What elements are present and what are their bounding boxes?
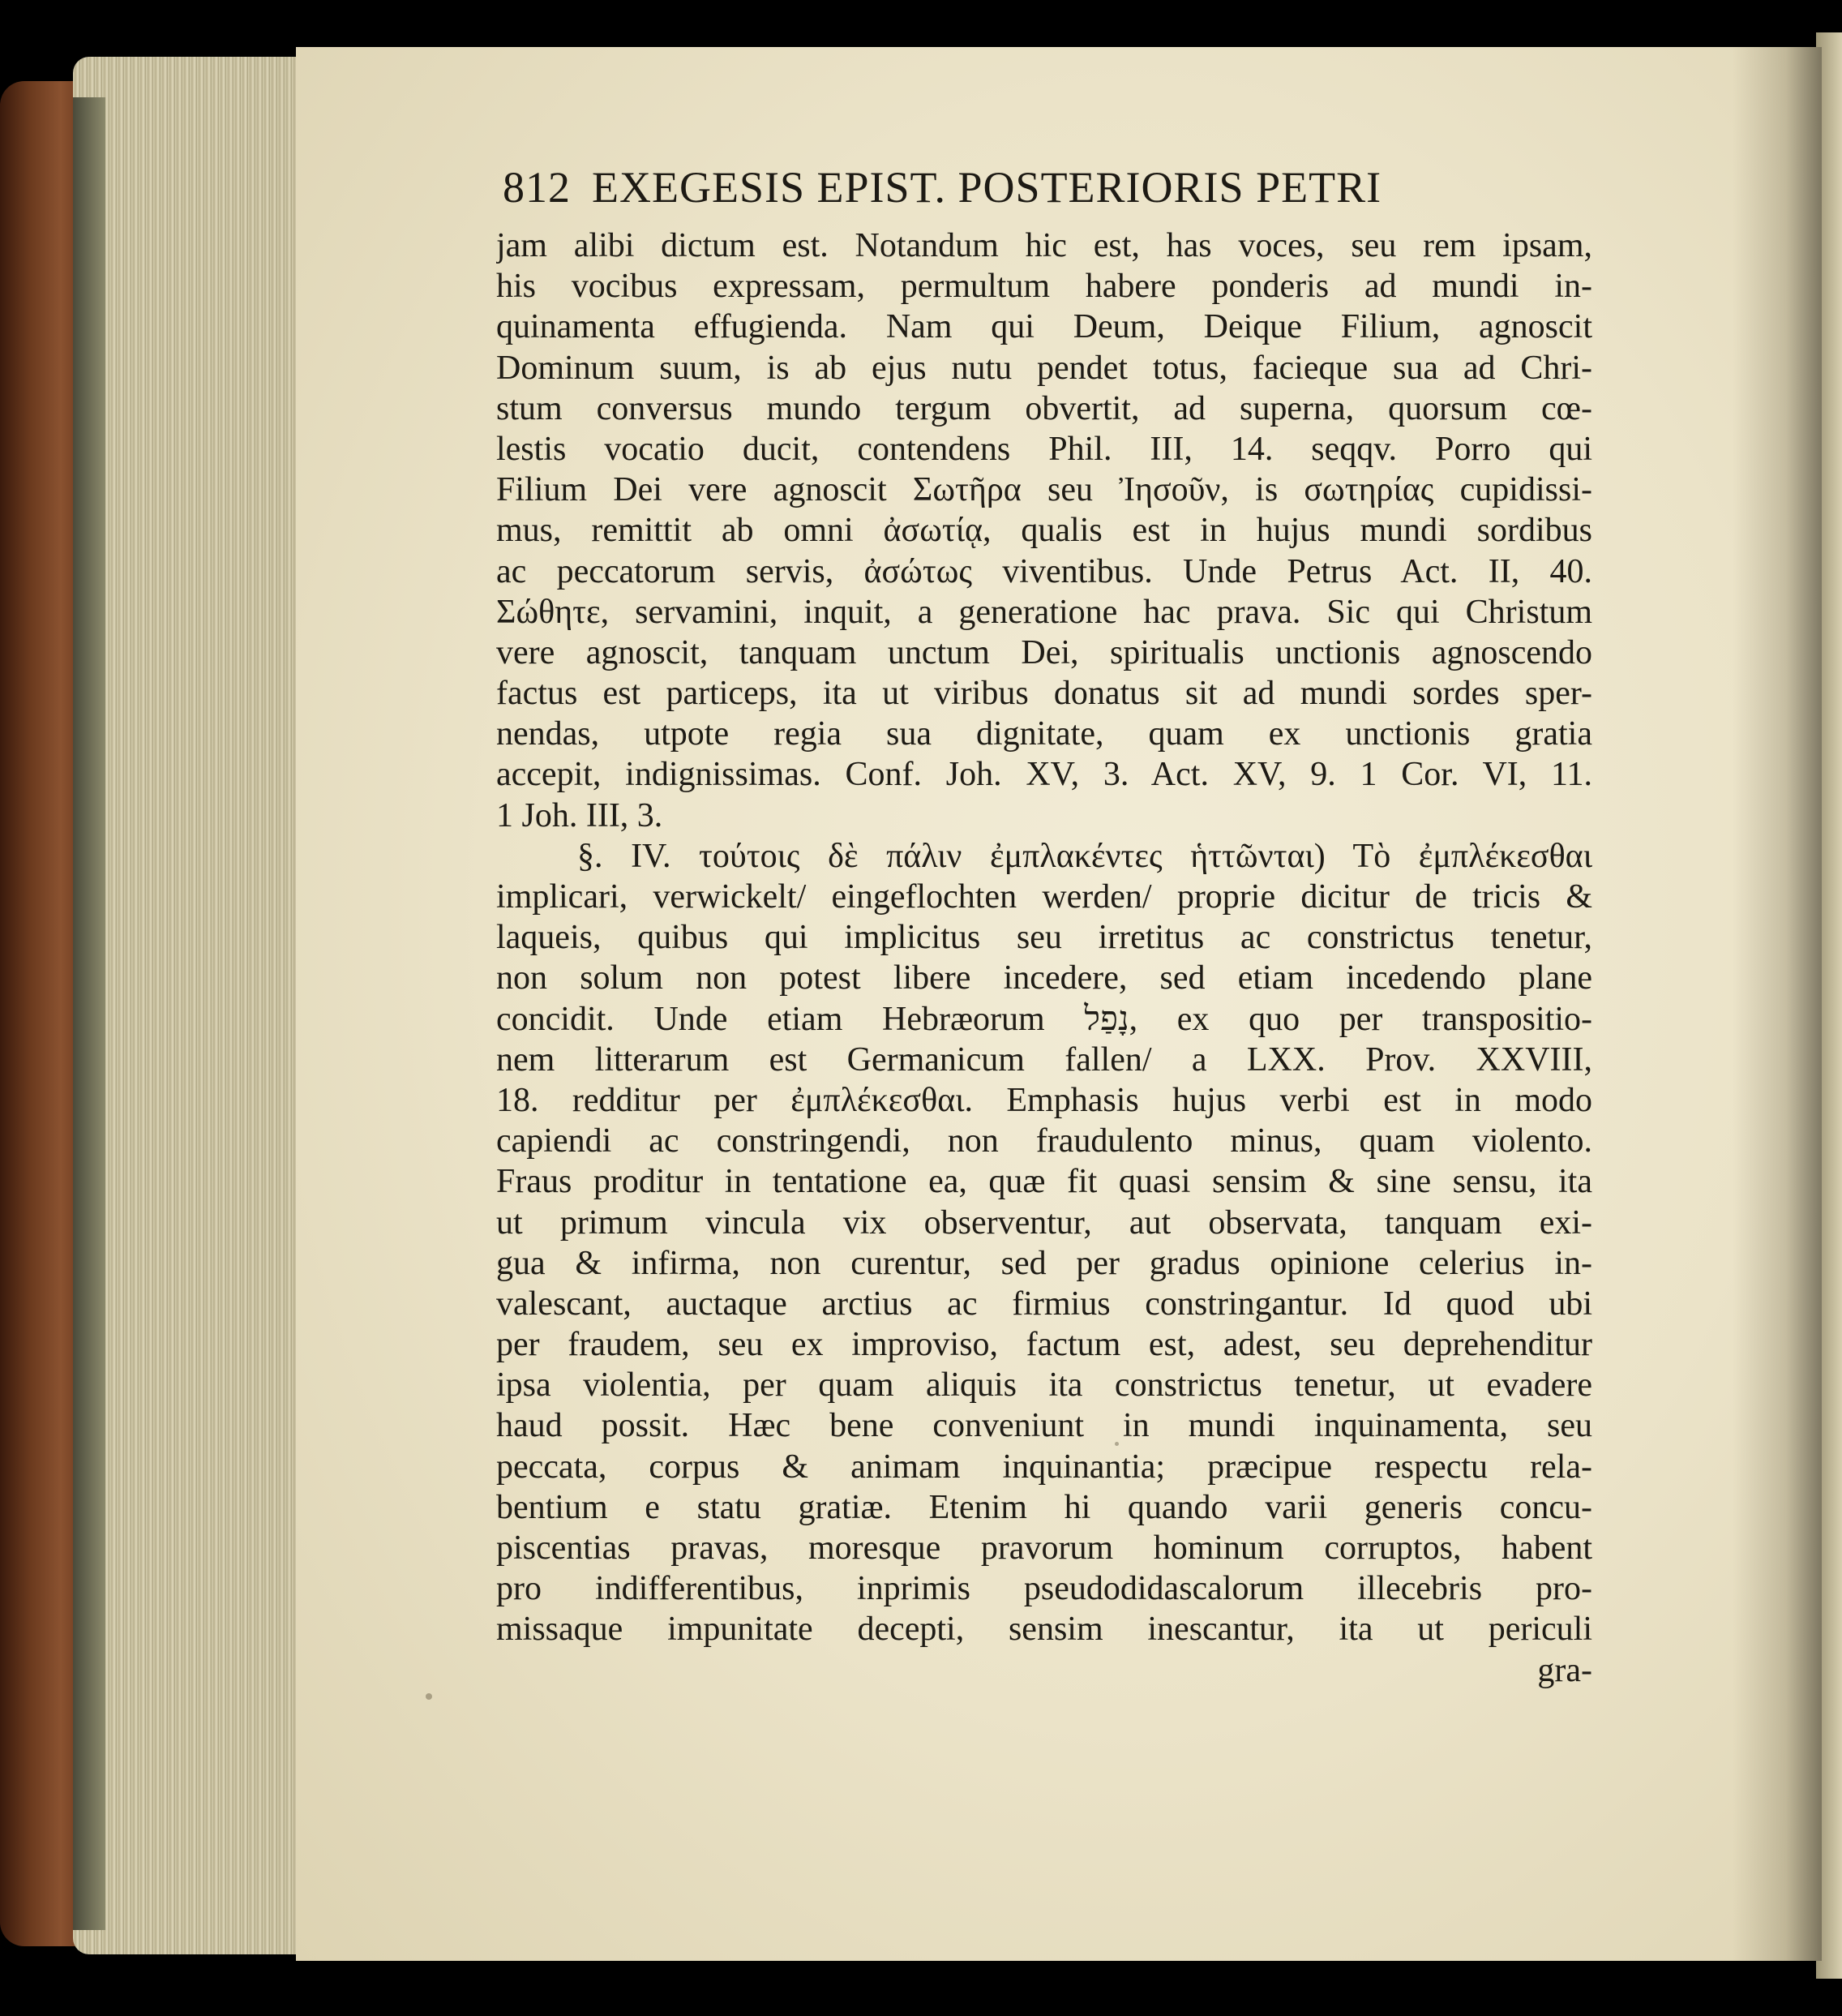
text-line: valescant, auctaque arctius ac firmius constringantur. Id quod ubi (496, 1285, 1592, 1323)
running-title: EXEGESIS EPIST. POSTERIORIS PETRI (592, 163, 1382, 212)
text-line: bentium e statu gratiæ. Etenim hi quando varii generis concu- (496, 1488, 1592, 1526)
text-line: quinamenta effugienda. Nam qui Deum, Deique Filium, agnoscit (496, 308, 1592, 346)
text-line: laqueis, quibus qui implicitus seu irretitus ac constrictus tenetur, (496, 919, 1592, 957)
text-line: jam alibi dictum est. Notandum hic est, has voces, seu rem ipsam, (496, 227, 1592, 264)
text-line: stum conversus mundo tergum obvertit, ad superna, quorsum cœ- (496, 389, 1592, 427)
text-line: non solum non potest libere incedere, sed etiam incedendo plane (496, 959, 1592, 997)
catchword: gra- (1537, 1651, 1592, 1689)
text-line: per fraudem, seu ex improviso, factum est, adest, seu deprehenditur (496, 1326, 1592, 1364)
text-line: capiendi ac constringendi, non fraudulento minus, quam violento. (496, 1122, 1592, 1160)
gutter-shadow (1733, 47, 1822, 1961)
text-line: Fraus proditur in tentatione ea, quæ fit quasi sensim & sine sensu, ita (496, 1163, 1592, 1201)
page-edges-shadow (73, 97, 105, 1930)
text-line: nem litterarum est Germanicum fallen/ a LXX. Prov. XXVIII, (496, 1040, 1592, 1079)
text-line: piscentias pravas, moresque pravorum hominum corruptos, habent (496, 1529, 1592, 1567)
text-line: ut primum vincula vix observentur, aut observata, tanquam exi- (496, 1203, 1592, 1242)
page-edges (73, 57, 300, 1954)
text-line: his vocibus expressam, permultum habere ponderis ad mundi in- (496, 268, 1592, 306)
text-line: Dominum suum, is ab ejus nutu pendet totus, facieque sua ad Chri- (496, 349, 1592, 387)
text-line: ac peccatorum servis, ἀσώτως viventibus. Unde Petrus Act. II, 40. (496, 552, 1592, 590)
text-line: gua & infirma, non curentur, sed per gradus opinione celerius in- (496, 1244, 1592, 1282)
text-line: 1 Joh. III, 3. (496, 796, 663, 834)
text-line: mus, remittit ab omni ἀσωτίᾳ, qualis est in hujus mundi sordibus (496, 512, 1592, 550)
text-line: Σώθητε, servamini, inquit, a generatione hac prava. Sic qui Christum (496, 593, 1592, 631)
text-line: Filium Dei vere agnoscit Σωτῆρα seu Ἰησοῦν, is σωτηρίας cupidissi- (496, 471, 1592, 509)
text-line: implicari, verwickelt/ eingeflochten werden/ proprie dicitur de tricis & (496, 878, 1592, 916)
text-line: factus est particeps, ita ut viribus donatus sit ad mundi sordes sper- (496, 675, 1592, 713)
text-line: missaque impunitate decepti, sensim inescantur, ita ut periculi (496, 1611, 1592, 1649)
text-line: haud possit. Hæc bene conveniunt in mundi inquinamenta, seu (496, 1407, 1592, 1445)
text-line: concidit. Unde etiam Hebræorum נָפַל, ex quo per transpositio- (496, 1000, 1592, 1038)
paper-fleck (426, 1693, 432, 1700)
body-text (496, 225, 1592, 1691)
text-line: peccata, corpus & animam inquinantia; præcipue respectu rela- (496, 1448, 1592, 1486)
text-line: nendas, utpote regia sua dignitate, quam ex unctionis gratia (496, 715, 1592, 753)
text-line: accepit, indignissimas. Conf. Joh. XV, 3. Act. XV, 9. 1 Cor. VI, 11. (496, 756, 1592, 794)
text-line: pro indifferentibus, inprimis pseudodidascalorum illecebris pro- (496, 1570, 1592, 1608)
running-head (503, 162, 1492, 219)
text-line: ipsa violentia, per quam aliquis ita constrictus tenetur, ut evadere (496, 1366, 1592, 1405)
page-number: 812 (503, 163, 571, 212)
text-line: lestis vocatio ducit, contendens Phil. III, 14. seqqv. Porro qui (496, 430, 1592, 468)
text-line: vere agnoscit, tanquam unctum Dei, spiritualis unctionis agnoscendo (496, 633, 1592, 671)
text-line: 18. redditur per ἐμπλέκεσθαι. Emphasis hujus verbi est in modo (496, 1081, 1592, 1119)
section-heading-line: §. IV. τούτοις δὲ πάλιν ἐμπλακέντες ἡττῶνται) Τὸ ἐμπλέκεσθαι (577, 837, 1592, 875)
